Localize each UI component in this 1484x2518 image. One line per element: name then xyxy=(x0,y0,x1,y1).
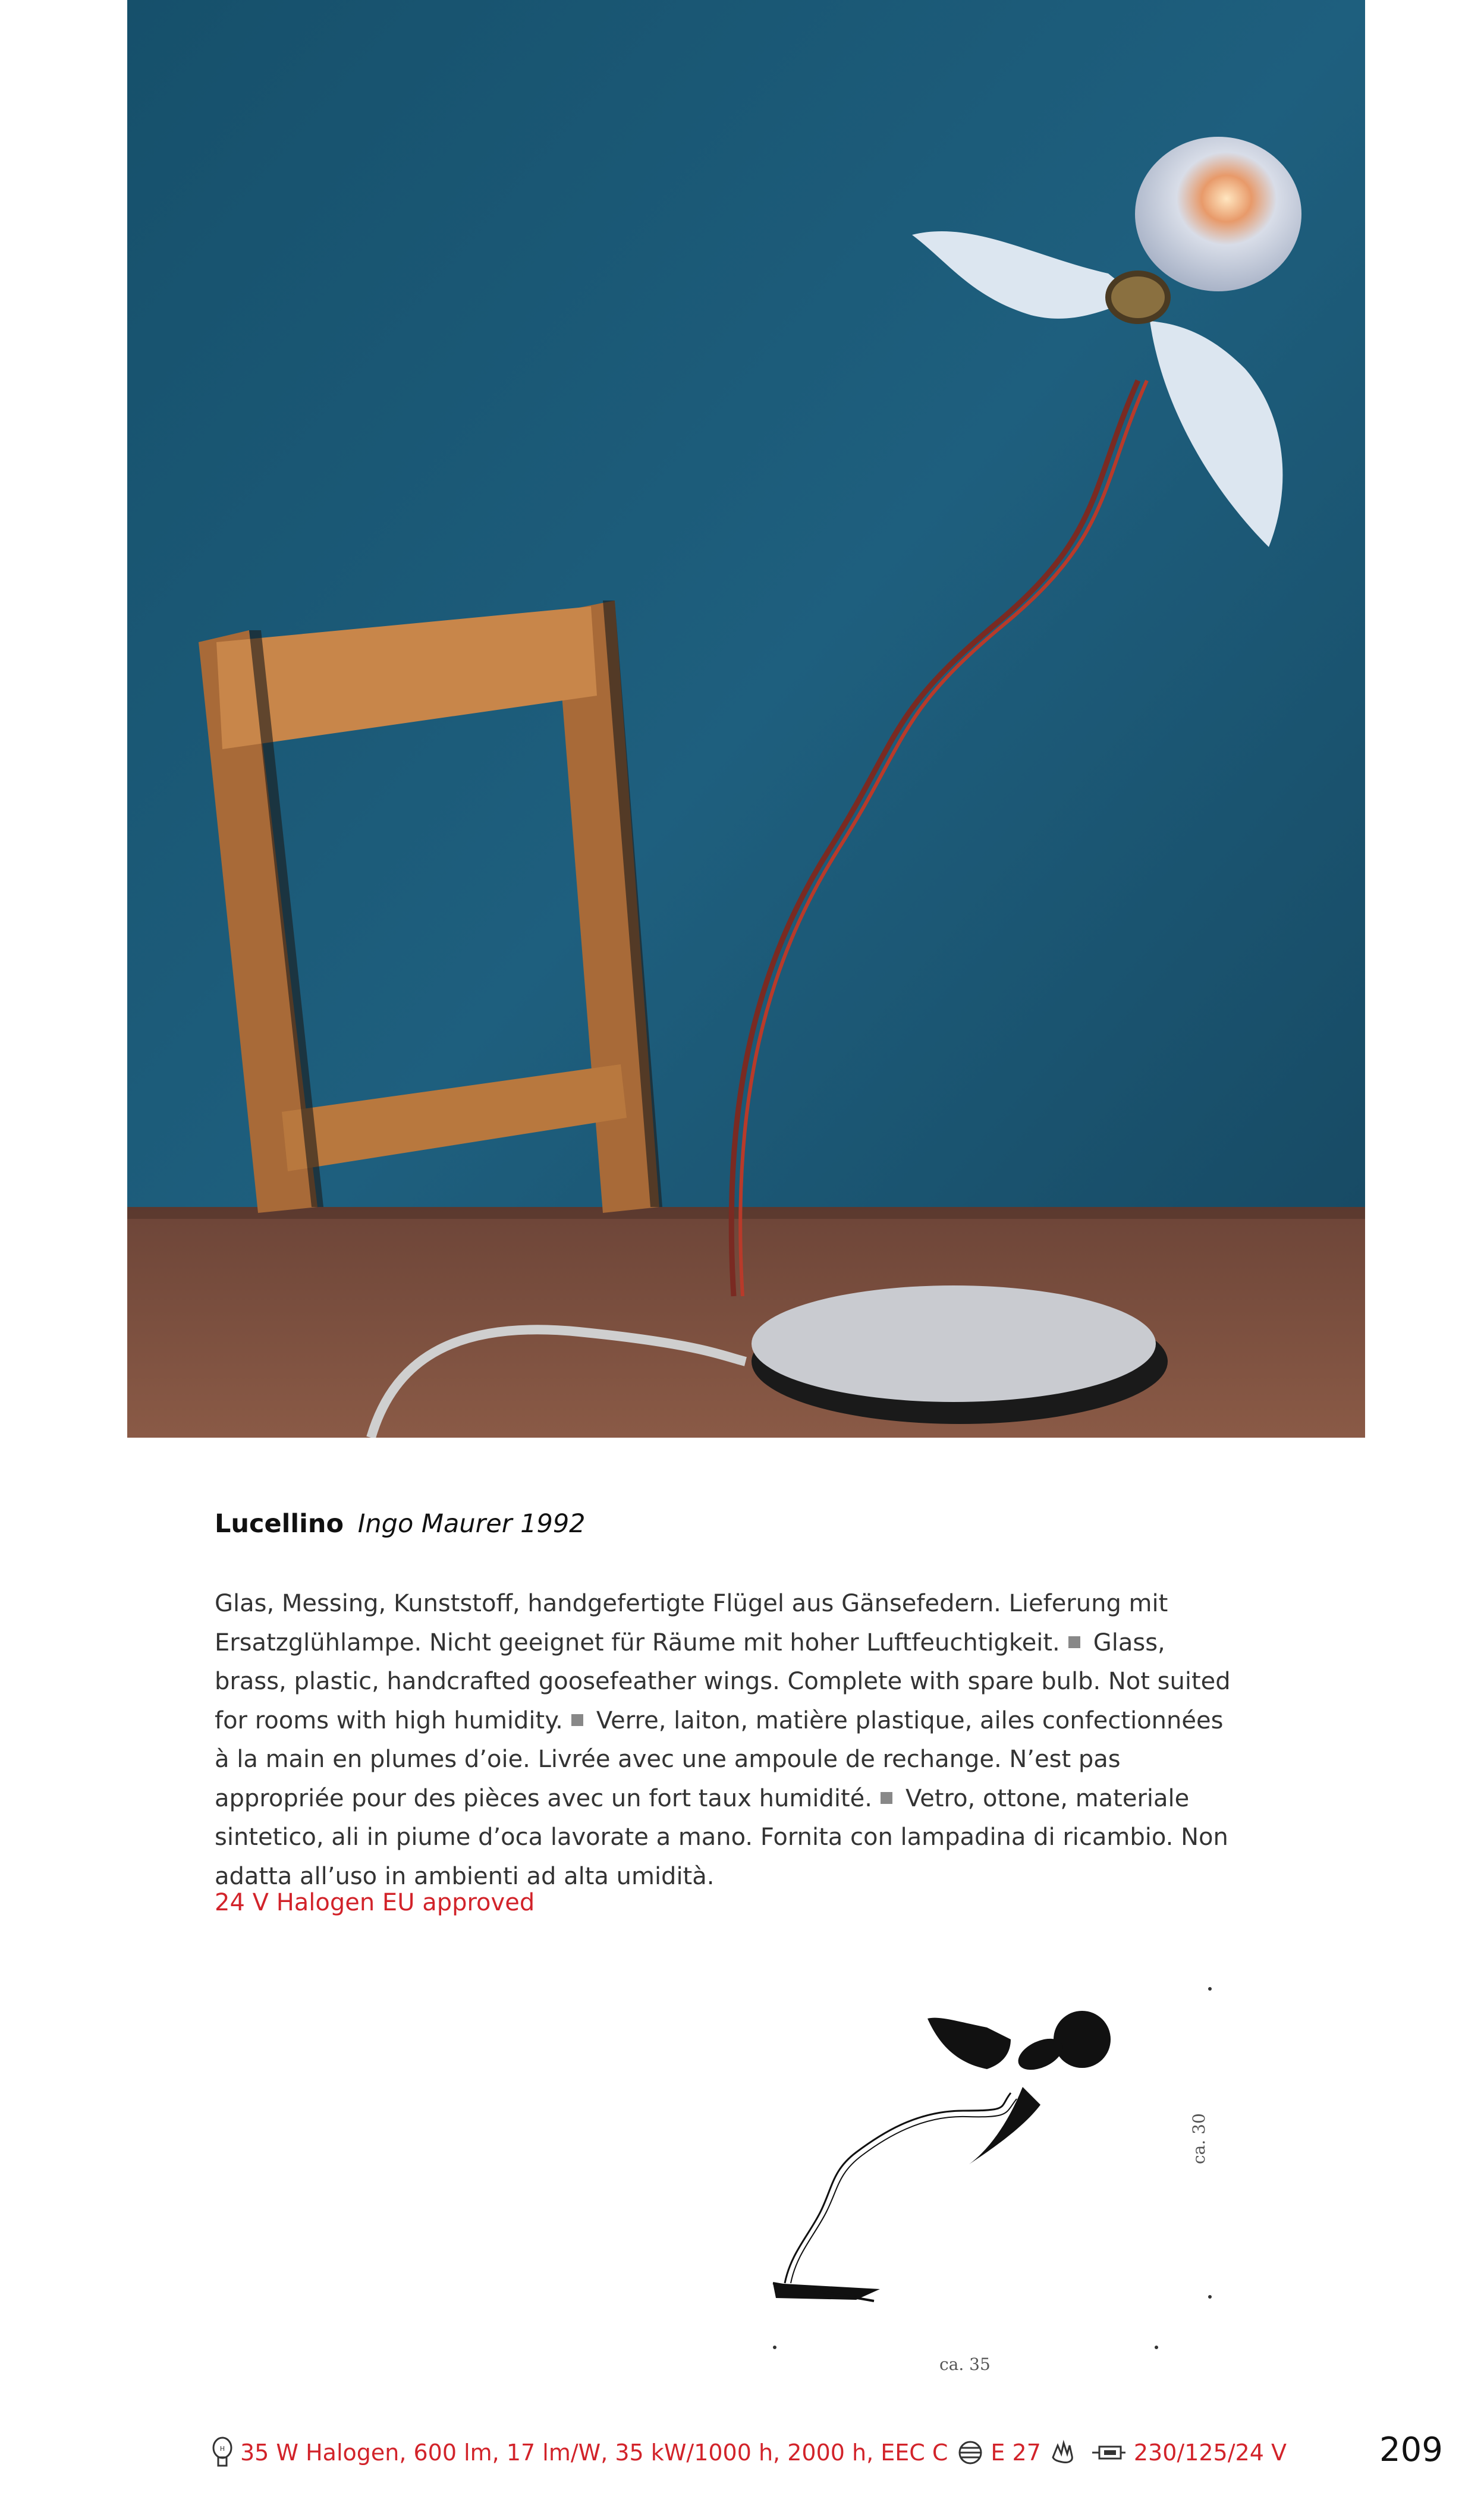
spec-line xyxy=(212,2435,1287,2470)
transformer-icon xyxy=(1091,2442,1127,2463)
dimension-marker xyxy=(1208,2295,1212,2299)
product-name: Lucellino xyxy=(215,1509,344,1539)
dimension-drawing xyxy=(761,1974,1237,2378)
description-fr: Verre, laiton, matière plastique, ailes confectionnées à la main en plumes d’oie. Livrée avec une ampoule de rechange. N’est pas appropriée pour des pièces avec un fort taux humidité. xyxy=(215,1706,1224,1812)
svg-text:H: H xyxy=(219,2445,225,2453)
separator-square xyxy=(571,1714,583,1726)
product-description xyxy=(215,1585,1237,1896)
bulb-spec: 35 W Halogen, 600 lm, 17 lm/W, 35 kW/1000 h, 2000 h, EEC C xyxy=(240,2440,948,2466)
dimension-marker xyxy=(773,2346,776,2349)
separator-square xyxy=(1068,1636,1080,1648)
separator-square xyxy=(881,1792,892,1804)
product-photo xyxy=(127,0,1365,1438)
dimension-height: ca. 30 xyxy=(1189,2113,1209,2164)
description-it: Vetro, ottone, materiale sintetico, ali in piume d’oca lavorate a mano. Fornita con lampadina di ricambio. Non adatta all’uso in ambienti ad alta umidità. xyxy=(215,1784,1228,1890)
dimension-width: ca. 35 xyxy=(939,2354,991,2374)
dimension-marker xyxy=(1208,1987,1212,1991)
hand-switch-icon xyxy=(1051,2440,1084,2466)
voltage-spec: 230/125/24 V xyxy=(1133,2440,1287,2466)
bulb-icon xyxy=(212,2436,233,2469)
socket-spec: E 27 xyxy=(991,2440,1041,2466)
description-en: Glass, brass, plastic, handcrafted goosefeather wings. Complete with spare bulb. Not suited for rooms with high humidity. xyxy=(215,1629,1231,1734)
page-number: 209 xyxy=(1379,2431,1443,2469)
designer-year: Ingo Maurer 1992 xyxy=(357,1509,586,1539)
socket-icon xyxy=(957,2440,983,2466)
description-de: Glas, Messing, Kunststoff, handgefertigte Flügel aus Gänsefedern. Lieferung mit Ersatzglühlampe. Nicht geeignet für Räume mit hoher Luftfeuchtigkeit. xyxy=(215,1590,1168,1656)
approval-note: 24 V Halogen EU approved xyxy=(215,1889,535,1916)
dimension-marker xyxy=(1155,2346,1158,2349)
product-heading xyxy=(215,1507,1225,1541)
